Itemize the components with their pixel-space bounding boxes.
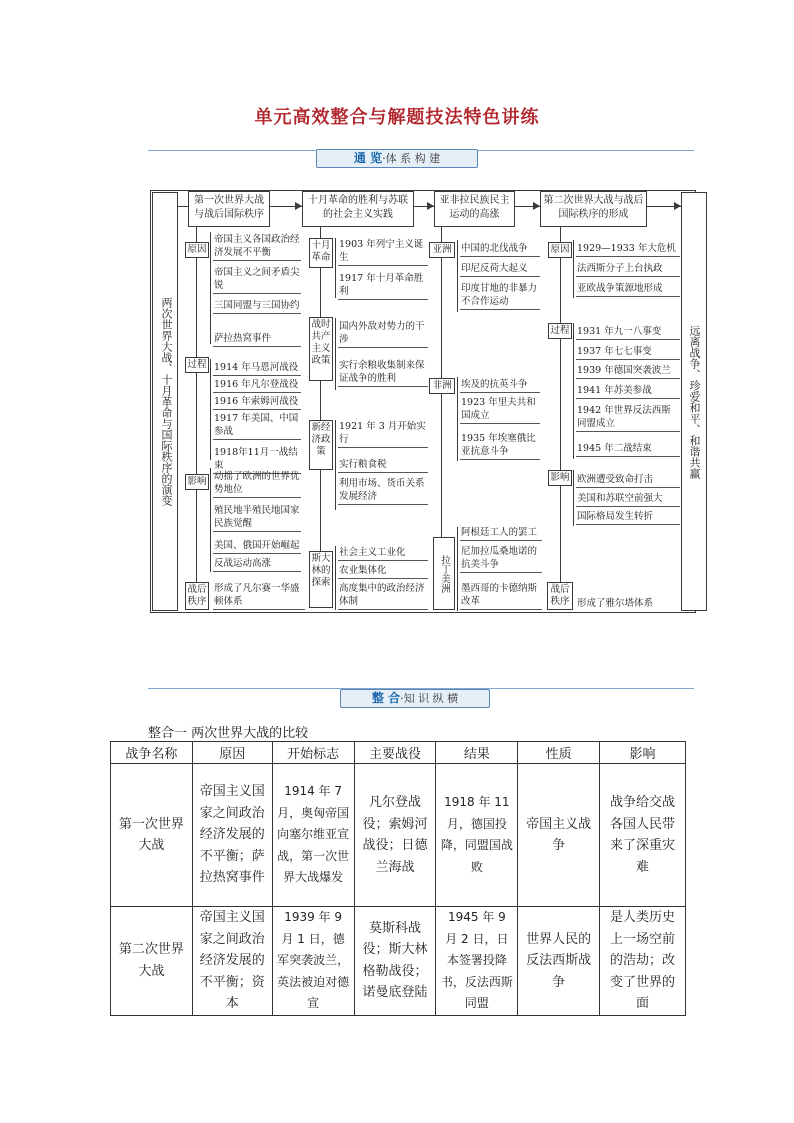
list-item: 1914 年马恩河战役 — [213, 361, 301, 376]
table-row — [111, 764, 686, 907]
table-header: 原因 — [192, 742, 272, 764]
list-item: 反战运动高涨 — [213, 557, 301, 572]
table-cell: 1939 年 9 月 1 日，德军突袭波兰，英法被迫对德宣 — [272, 907, 354, 1016]
banner-sub: ·知 识 纵 横 — [400, 692, 459, 705]
list-item: 1917 年十月革命胜利 — [338, 272, 428, 300]
comparison-subtitle: 整合一 两次世界大战的比较 — [148, 726, 309, 741]
bracket — [457, 527, 458, 611]
col2-label-october: 十月革命 — [309, 238, 333, 268]
bracket — [573, 470, 574, 526]
table-cell: 帝国主义战争 — [518, 764, 600, 907]
col2-label-war-communism: 战时共产主义政策 — [309, 317, 333, 381]
list-item: 埃及的抗英斗争 — [460, 378, 540, 393]
list-item: 尼加拉瓜桑地诺的抗美斗争 — [460, 545, 542, 573]
list-item: 1937 年七七事变 — [576, 345, 680, 360]
table-cell: 第一次世界大战 — [111, 764, 193, 907]
connector — [178, 206, 188, 207]
list-item: 形成了雅尔塔体系 — [577, 598, 654, 609]
bracket — [335, 238, 336, 298]
col4-header: 第二次世界大战与战后国际秩序的形成 — [540, 191, 647, 227]
list-item: 三国同盟与三国协约 — [213, 299, 301, 314]
list-item: 阿根廷工人的罢工 — [460, 526, 542, 541]
bracket — [335, 420, 336, 510]
section-banner-overview — [316, 149, 478, 168]
list-item: 国内外敌对势力的干涉 — [338, 320, 428, 348]
left-theme-box: 两次世界大战、十月革命与国际秩序的演变 — [152, 192, 178, 611]
list-item: 萨拉热窝事件 — [213, 332, 301, 347]
list-item: 印度甘地的非暴力不合作运动 — [460, 282, 540, 310]
arrow-icon — [674, 202, 681, 210]
table-header: 主要战役 — [354, 742, 436, 764]
col1-trunk — [196, 227, 197, 582]
table-cell: 第二次世界大战 — [111, 907, 193, 1016]
table-header: 结果 — [436, 742, 518, 764]
col1-label-impact: 影响 — [185, 474, 209, 490]
bracket — [457, 377, 458, 461]
list-item: 1929—1933 年大危机 — [576, 242, 680, 257]
col1-label-postwar: 战后秩序 — [185, 582, 209, 610]
list-item: 1939 年德国突袭波兰 — [576, 364, 680, 379]
list-item: 1916 年凡尔登战役 — [213, 378, 301, 393]
list-item: 法西斯分子上台执政 — [576, 262, 680, 277]
list-item: 1931 年九一八事变 — [576, 325, 680, 340]
table-cell: 凡尔登战役；索姆河战役；日德兰海战 — [354, 764, 436, 907]
bracket — [210, 232, 211, 344]
col2-trunk — [320, 227, 321, 552]
table-cell: 莫斯科战役；斯大林格勒战役；诺曼底登陆 — [354, 907, 436, 1016]
col4-trunk — [560, 227, 561, 582]
col3-label-africa: 非洲 — [429, 378, 455, 394]
list-item: 1942 年世界反法西斯同盟成立 — [576, 404, 680, 432]
table-header-row — [111, 742, 686, 764]
list-item: 形成了凡尔赛一华盛顿体系 — [213, 582, 305, 610]
bracket — [335, 546, 336, 610]
bracket — [457, 240, 458, 312]
table-row — [111, 907, 686, 1016]
table-header: 性质 — [518, 742, 600, 764]
list-item: 墨西哥的卡德纳斯改革 — [460, 582, 542, 610]
bracket — [573, 240, 574, 298]
list-item: 美国和苏联空前强大 — [576, 492, 680, 507]
list-item: 农业集体化 — [338, 564, 428, 579]
table-cell: 1918 年 11 月，德国投降，同盟国战败 — [436, 764, 518, 907]
arrow-icon — [295, 202, 302, 210]
list-item: 印尼反荷大起义 — [460, 262, 540, 277]
col4-label-process: 过程 — [548, 323, 572, 339]
table-header: 影响 — [600, 742, 686, 764]
table-cell: 是人类历史上一场空前的浩劫；改变了世界的面 — [600, 907, 686, 1016]
list-item: 1921 年 3 月开始实行 — [338, 420, 428, 448]
list-item: 国际格局发生转折 — [576, 510, 680, 525]
col1-header: 第一次世界大战与战后国际秩序 — [188, 191, 270, 227]
list-item: 1916 年索姆河战役 — [213, 395, 301, 410]
list-item: 帝国主义各国政治经济发展不平衡 — [213, 233, 301, 261]
list-item: 欧洲遭受致命打击 — [576, 473, 680, 488]
banner-main: 通 览 — [353, 151, 383, 165]
table-header: 开始标志 — [272, 742, 354, 764]
col2-header: 十月革命的胜利与苏联的社会主义实践 — [302, 191, 414, 227]
list-item: 1903 年列宁主义诞生 — [338, 238, 428, 266]
list-item: 殖民地半殖民地国家民族觉醒 — [213, 504, 301, 532]
list-item: 1935 年埃塞俄比亚抗意斗争 — [460, 432, 540, 460]
list-item: 1945 年二战结束 — [576, 442, 680, 457]
col4-label-cause: 原因 — [548, 242, 572, 258]
col2-label-stalin: 斯大林的探索 — [309, 551, 333, 608]
col3-header: 亚非拉民族民主运动的高涨 — [434, 191, 515, 227]
col1-label-cause: 原因 — [185, 242, 209, 258]
list-item: 实行余粮收集制来保证战争的胜利 — [338, 359, 428, 387]
comparison-table — [110, 741, 686, 1016]
col4-label-postwar: 战后秩序 — [547, 582, 573, 610]
arrow-icon — [533, 202, 540, 210]
list-item: 利用市场、货币关系发展经济 — [338, 477, 428, 505]
list-item: 美国、俄国开始崛起 — [213, 539, 301, 554]
col3-label-latam: 拉丁美洲 — [433, 537, 455, 610]
list-item: 帝国主义之间矛盾尖锐 — [213, 266, 301, 294]
section-banner-integration — [340, 689, 490, 708]
col4-label-impact: 影响 — [548, 470, 572, 486]
table-cell: 帝国主义国家之间政治经济发展的不平衡；资本 — [192, 907, 272, 1016]
banner-main: 整 合 — [371, 691, 401, 705]
banner-sub: ·体 系 构 建 — [382, 152, 441, 165]
col3-label-asia: 亚洲 — [429, 242, 455, 258]
page-title: 单元高效整合与解题技法特色讲练 — [254, 107, 540, 128]
table-cell: 1914 年 7 月，奥匈帝国向塞尔维亚宣战，第一次世界大战爆发 — [272, 764, 354, 907]
list-item: 动摇了欧洲的世界优势地位 — [213, 470, 301, 498]
list-item: 社会主义工业化 — [338, 546, 428, 561]
col1-label-process: 过程 — [185, 357, 209, 373]
list-item: 1918年11月一战结束 — [213, 446, 301, 474]
list-item: 实行粮食税 — [338, 458, 428, 473]
list-item: 中国的北伐战争 — [460, 242, 540, 257]
list-item: 亚欧战争策源地形成 — [576, 282, 680, 297]
bracket — [335, 318, 336, 390]
list-item: 1923 年里夫共和国成立 — [460, 396, 540, 424]
table-cell: 世界人民的反法西斯战争 — [518, 907, 600, 1016]
arrow-icon — [427, 202, 434, 210]
table-header: 战争名称 — [111, 742, 193, 764]
list-item: 高度集中的政治经济体制 — [338, 582, 428, 610]
right-theme-box: 远离战争、珍爱和平、和谐共赢 — [681, 192, 707, 611]
table-cell: 1945 年 9 月 2 日，日本签署投降书，反法西斯同盟 — [436, 907, 518, 1016]
list-item: 1941 年苏美参战 — [576, 384, 680, 399]
list-item: 1917 年美国、中国参战 — [213, 412, 301, 440]
table-cell: 帝国主义国家之间政治经济发展的不平衡；萨拉热窝事件 — [192, 764, 272, 907]
table-cell: 战争给交战各国人民带来了深重灾难 — [600, 764, 686, 907]
bracket — [210, 359, 211, 460]
bracket — [573, 323, 574, 459]
bracket — [210, 468, 211, 572]
col2-label-nep: 新经济政策 — [309, 420, 333, 470]
